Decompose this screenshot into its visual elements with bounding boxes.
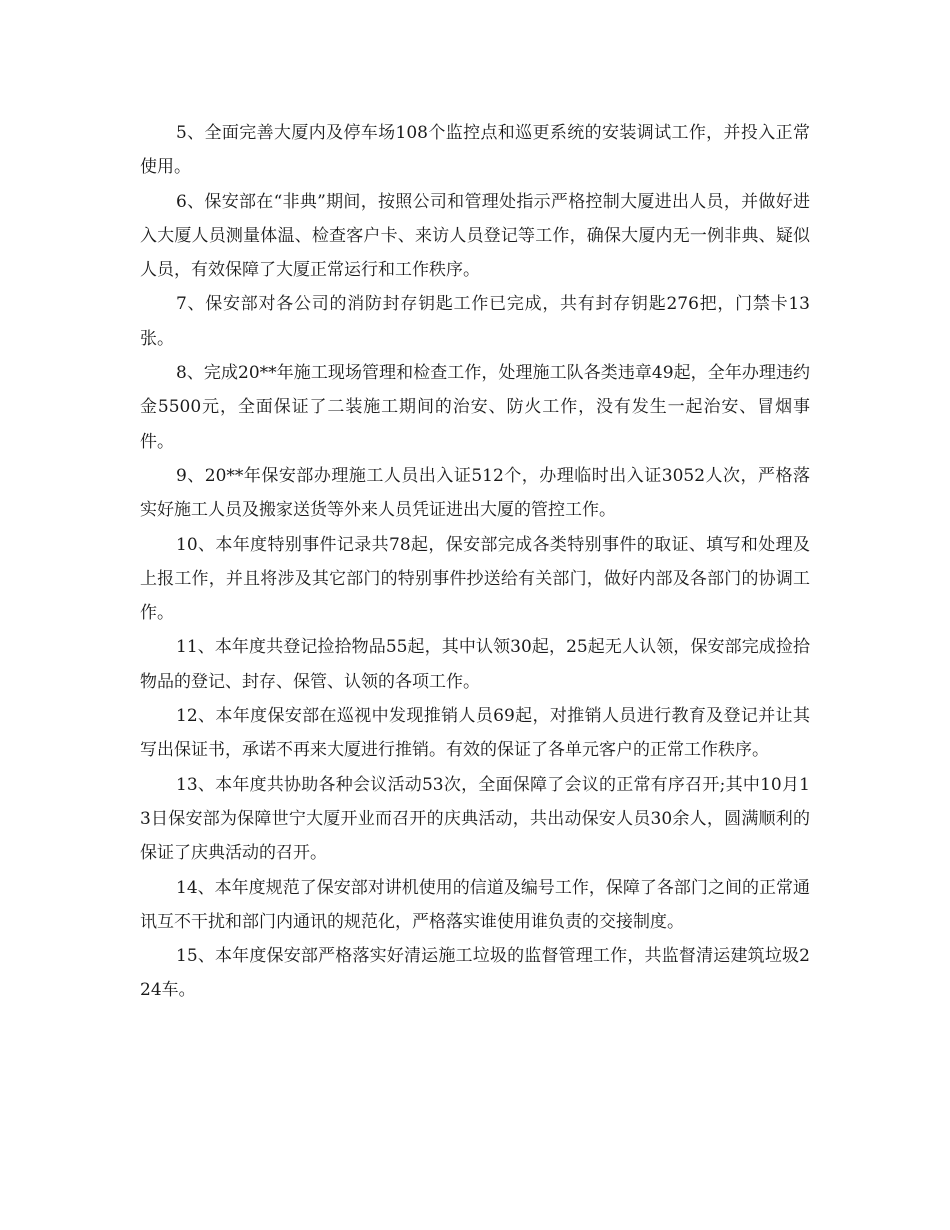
document-body (140, 116, 810, 1008)
paragraph-item-5: 5、全面完善大厦内及停车场108个监控点和巡更系统的安装调试工作，并投入正常使用。 (140, 123, 810, 178)
paragraph-item-13: 13、本年度共协助各种会议活动53次，全面保障了会议的正常有序召开;其中10月13日保安部为保障世宁大厦开业而召开的庆典活动，共出动保安人员30余人，圆满顺利的保证了庆典活动的召开。 (140, 774, 811, 864)
paragraph-item-7: 7、保安部对各公司的消防封存钥匙工作已完成，共有封存钥匙276把，门禁卡13张。 (140, 294, 810, 349)
paragraph-item-8: 8、完成20**年施工现场管理和检查工作，处理施工队各类违章49起，全年办理违约金5500元，全面保证了二装施工期间的治安、防火工作，没有发生一起治安、冒烟事件。 (140, 363, 810, 452)
paragraph-item-12: 12、本年度保安部在巡视中发现推销人员69起，对推销人员进行教育及登记并让其写出保证书，承诺不再来大厦进行推销。有效的保证了各单元客户的正常工作秩序。 (140, 706, 810, 761)
paragraph-item-14: 14、本年度规范了保安部对讲机使用的信道及编号工作，保障了各部门之间的正常通讯互不干扰和部门内通讯的规范化，严格落实谁使用谁负责的交接制度。 (140, 877, 810, 932)
paragraph-item-9: 9、20**年保安部办理施工人员出入证512个，办理临时出入证3052人次，严格落实好施工人员及搬家送货等外来人员凭证进出大厦的管控工作。 (140, 465, 810, 521)
paragraph-item-6: 6、保安部在“非典”期间，按照公司和管理处指示严格控制大厦进出人员，并做好进入大厦人员测量体温、检查客户卡、来访人员登记等工作，确保大厦内无一例非典、疑似人员，有效保障了大厦正常运行和工作秩序。 (140, 191, 810, 281)
paragraph-item-11: 11、本年度共登记捡拾物品55起，其中认领30起，25起无人认领，保安部完成捡拾物品的登记、封存、保管、认领的各项工作。 (140, 637, 810, 692)
paragraph-item-10: 10、本年度特别事件记录共78起，保安部完成各类特别事件的取证、填写和处理及上报工作，并且将涉及其它部门的特别事件抄送给有关部门，做好内部及各部门的协调工作。 (140, 534, 810, 624)
paragraph-item-15: 15、本年度保安部严格落实好清运施工垃圾的监督管理工作，共监督清运建筑垃圾224车。 (140, 946, 810, 1001)
